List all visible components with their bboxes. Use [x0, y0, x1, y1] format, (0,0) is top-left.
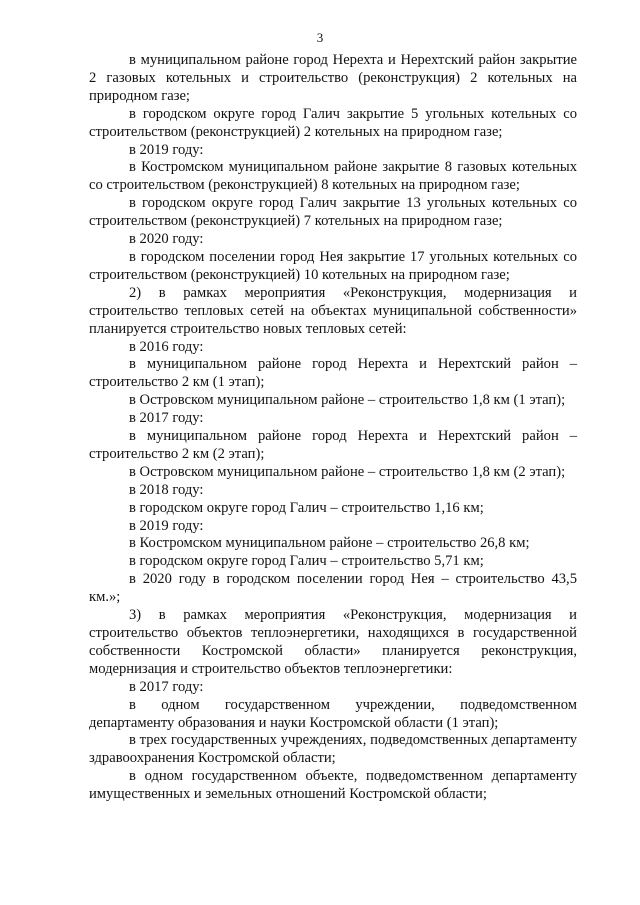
paragraph: в городском округе город Галич закрытие 5 угольных котельных со строительством (реконструкцией) 2 котельных на природном газе; [89, 105, 577, 140]
paragraph: в муниципальном районе город Нерехта и Нерехтский район закрытие 2 газовых котельных и строительство (реконструкция) 2 котельных на природном газе; [89, 52, 577, 104]
paragraph: в Костромском муниципальном районе – строительство 26,8 км; [129, 535, 530, 552]
paragraph: в 2020 году: [129, 231, 204, 248]
paragraph: в городском округе город Галич – строительство 5,71 км; [129, 553, 484, 570]
paragraph: в муниципальном районе город Нерехта и Нерехтский район – строительство 2 км (1 этап); [89, 356, 577, 391]
paragraph: в одном государственном учреждении, подведомственном департаменту образования и науки Костромской области (1 этап); [89, 696, 577, 731]
paragraph: в 2017 году: [129, 678, 204, 695]
paragraph: в Костромском муниципальном районе закрытие 8 газовых котельных со строительством (реконструкцией) 8 котельных на природном газе; [89, 159, 577, 194]
document-body [89, 52, 577, 804]
paragraph: в городском поселении город Нея закрытие 17 угольных котельных со строительством (реконструкцией) 10 котельных на природном газе; [89, 248, 577, 283]
paragraph: в 2018 году: [129, 481, 204, 498]
paragraph: в 2019 году: [129, 517, 204, 534]
paragraph: в Островском муниципальном районе – строительство 1,8 км (1 этап); [129, 392, 566, 409]
paragraph: в Островском муниципальном районе – строительство 1,8 км (2 этап); [129, 463, 566, 480]
paragraph: 3) в рамках мероприятия «Реконструкция, модернизация и строительство объектов теплоэнергетики, находящихся в государственной собственности Костромской области» планируется реконструкция, модернизация и строительство объектов теплоэнергетики: [89, 607, 577, 677]
paragraph: в 2016 году: [129, 338, 204, 355]
paragraph: 2) в рамках мероприятия «Реконструкция, модернизация и строительство тепловых сетей на объектах муниципальной собственности» планируется строительство новых тепловых сетей: [89, 284, 577, 337]
paragraph: в городском округе город Галич закрытие 13 угольных котельных со строительством (реконструкцией) 7 котельных на природном газе; [89, 195, 577, 230]
paragraph: в муниципальном районе город Нерехта и Нерехтский район – строительство 2 км (2 этап); [89, 428, 577, 462]
paragraph: в 2020 году в городском поселении город Нея – строительство 43,5 км.»; [89, 571, 577, 606]
paragraph: в трех государственных учреждениях, подведомственных департаменту здравоохранения Костромской области; [89, 732, 577, 767]
paragraph: в 2019 году: [129, 141, 204, 158]
paragraph: в 2017 году: [129, 410, 204, 427]
paragraph: в городском округе город Галич – строительство 1,16 км; [129, 499, 484, 516]
paragraph: в одном государственном объекте, подведомственном департаменту имущественных и земельных отношений Костромской области; [89, 768, 577, 803]
page-number: 3 [316, 30, 324, 45]
